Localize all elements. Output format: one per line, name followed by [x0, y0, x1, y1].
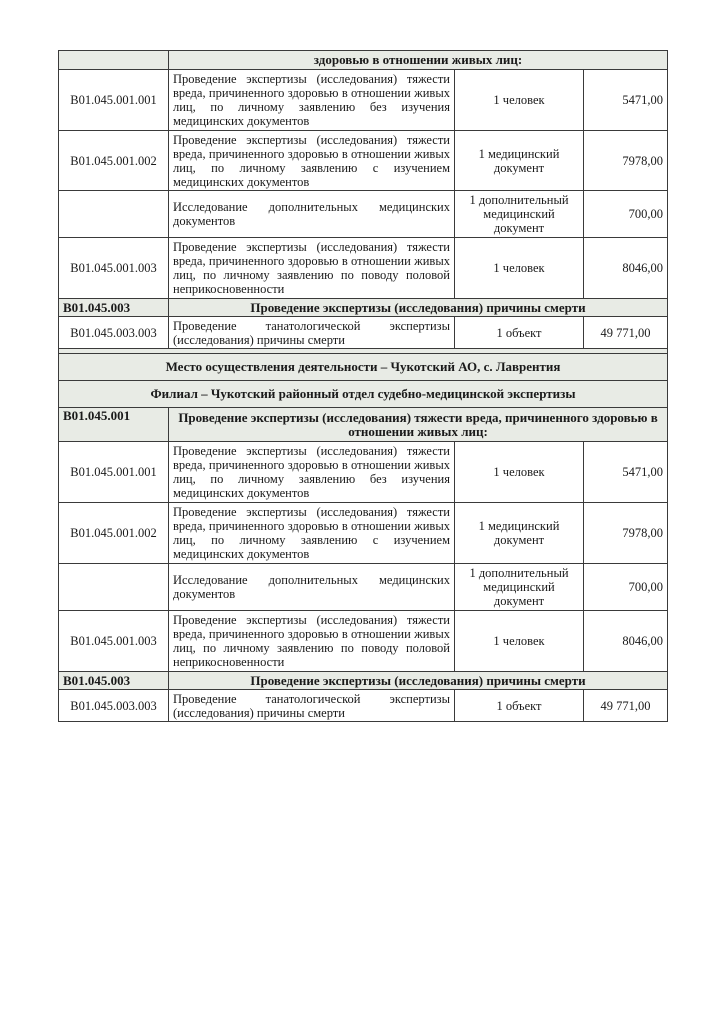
row-code: [59, 191, 169, 238]
group-title: здоровью в отношении живых лиц:: [169, 51, 668, 70]
group-header-row: [59, 299, 668, 317]
row-description: Исследование дополнительных медицинских документов: [169, 564, 455, 611]
row-price: 700,00: [584, 191, 668, 238]
row-code: B01.045.001.003: [59, 611, 169, 672]
table-row: [59, 317, 668, 349]
row-code: B01.045.003.003: [59, 690, 169, 722]
row-unit: 1 дополнительный медицинский документ: [455, 564, 584, 611]
row-unit: 1 дополнительный медицинский документ: [455, 191, 584, 238]
table-row: [59, 611, 668, 672]
group-header-row: [59, 408, 668, 442]
row-price: 49 771,00: [584, 317, 668, 349]
row-code: B01.045.001.002: [59, 503, 169, 564]
price-table: [58, 50, 668, 722]
row-price: 49 771,00: [584, 690, 668, 722]
table-row: [59, 131, 668, 191]
row-description: Проведение экспертизы (исследования) тяжести вреда, причиненного здоровью в отношении живых лиц, по личному заявлению по поводу половой неприкосновенности: [169, 611, 455, 672]
row-code: B01.045.001.001: [59, 442, 169, 503]
group-code: B01.045.003: [59, 299, 169, 317]
row-price: 7978,00: [584, 503, 668, 564]
group-title: Проведение экспертизы (исследования) причины смерти: [169, 672, 668, 690]
row-code: B01.045.001.002: [59, 131, 169, 191]
row-description: Проведение танатологической экспертизы (исследования) причины смерти: [169, 690, 455, 722]
row-code: [59, 564, 169, 611]
row-price: 5471,00: [584, 442, 668, 503]
row-unit: 1 объект: [455, 690, 584, 722]
row-price: 700,00: [584, 564, 668, 611]
group-title: Проведение экспертизы (исследования) причины смерти: [169, 299, 668, 317]
row-code: B01.045.001.003: [59, 238, 169, 299]
row-unit: 1 человек: [455, 70, 584, 131]
row-unit: 1 человек: [455, 442, 584, 503]
row-description: Проведение экспертизы (исследования) тяжести вреда, причиненного здоровью в отношении живых лиц, по личному заявлению с изучением медицинских документов: [169, 503, 455, 564]
location-band: [59, 354, 668, 381]
location-text: Место осуществления деятельности – Чукотский АО, с. Лаврентия: [59, 354, 668, 381]
row-price: 8046,00: [584, 238, 668, 299]
group-header-row: [59, 51, 668, 70]
group-header-row: [59, 672, 668, 690]
row-unit: 1 медицинский документ: [455, 131, 584, 191]
table-row: [59, 70, 668, 131]
row-unit: 1 объект: [455, 317, 584, 349]
table-row: [59, 191, 668, 238]
row-description: Проведение экспертизы (исследования) тяжести вреда, причиненного здоровью в отношении живых лиц, по личному заявлению по поводу половой неприкосновенности: [169, 238, 455, 299]
branch-text: Филиал – Чукотский районный отдел судебно-медицинской экспертизы: [59, 381, 668, 408]
branch-band: [59, 381, 668, 408]
group-code-cell: [59, 51, 169, 70]
group-code: B01.045.003: [59, 672, 169, 690]
row-unit: 1 медицинский документ: [455, 503, 584, 564]
row-description: Проведение экспертизы (исследования) тяжести вреда, причиненного здоровью в отношении живых лиц, по личному заявлению без изучения медицинских документов: [169, 70, 455, 131]
row-description: Проведение танатологической экспертизы (исследования) причины смерти: [169, 317, 455, 349]
table-row: [59, 238, 668, 299]
table-row: [59, 442, 668, 503]
row-price: 7978,00: [584, 131, 668, 191]
table-row: [59, 503, 668, 564]
row-unit: 1 человек: [455, 611, 584, 672]
row-unit: 1 человек: [455, 238, 584, 299]
row-code: B01.045.003.003: [59, 317, 169, 349]
row-code: B01.045.001.001: [59, 70, 169, 131]
row-description: Исследование дополнительных медицинских документов: [169, 191, 455, 238]
table-row: [59, 564, 668, 611]
row-price: 5471,00: [584, 70, 668, 131]
row-description: Проведение экспертизы (исследования) тяжести вреда, причиненного здоровью в отношении живых лиц, по личному заявлению без изучения медицинских документов: [169, 442, 455, 503]
row-price: 8046,00: [584, 611, 668, 672]
group-code: B01.045.001: [59, 408, 169, 442]
row-description: Проведение экспертизы (исследования) тяжести вреда, причиненного здоровью в отношении живых лиц, по личному заявлению с изучением медицинских документов: [169, 131, 455, 191]
table-row: [59, 690, 668, 722]
group-title: Проведение экспертизы (исследования) тяжести вреда, причиненного здоровью в отношении живых лиц:: [169, 408, 668, 442]
